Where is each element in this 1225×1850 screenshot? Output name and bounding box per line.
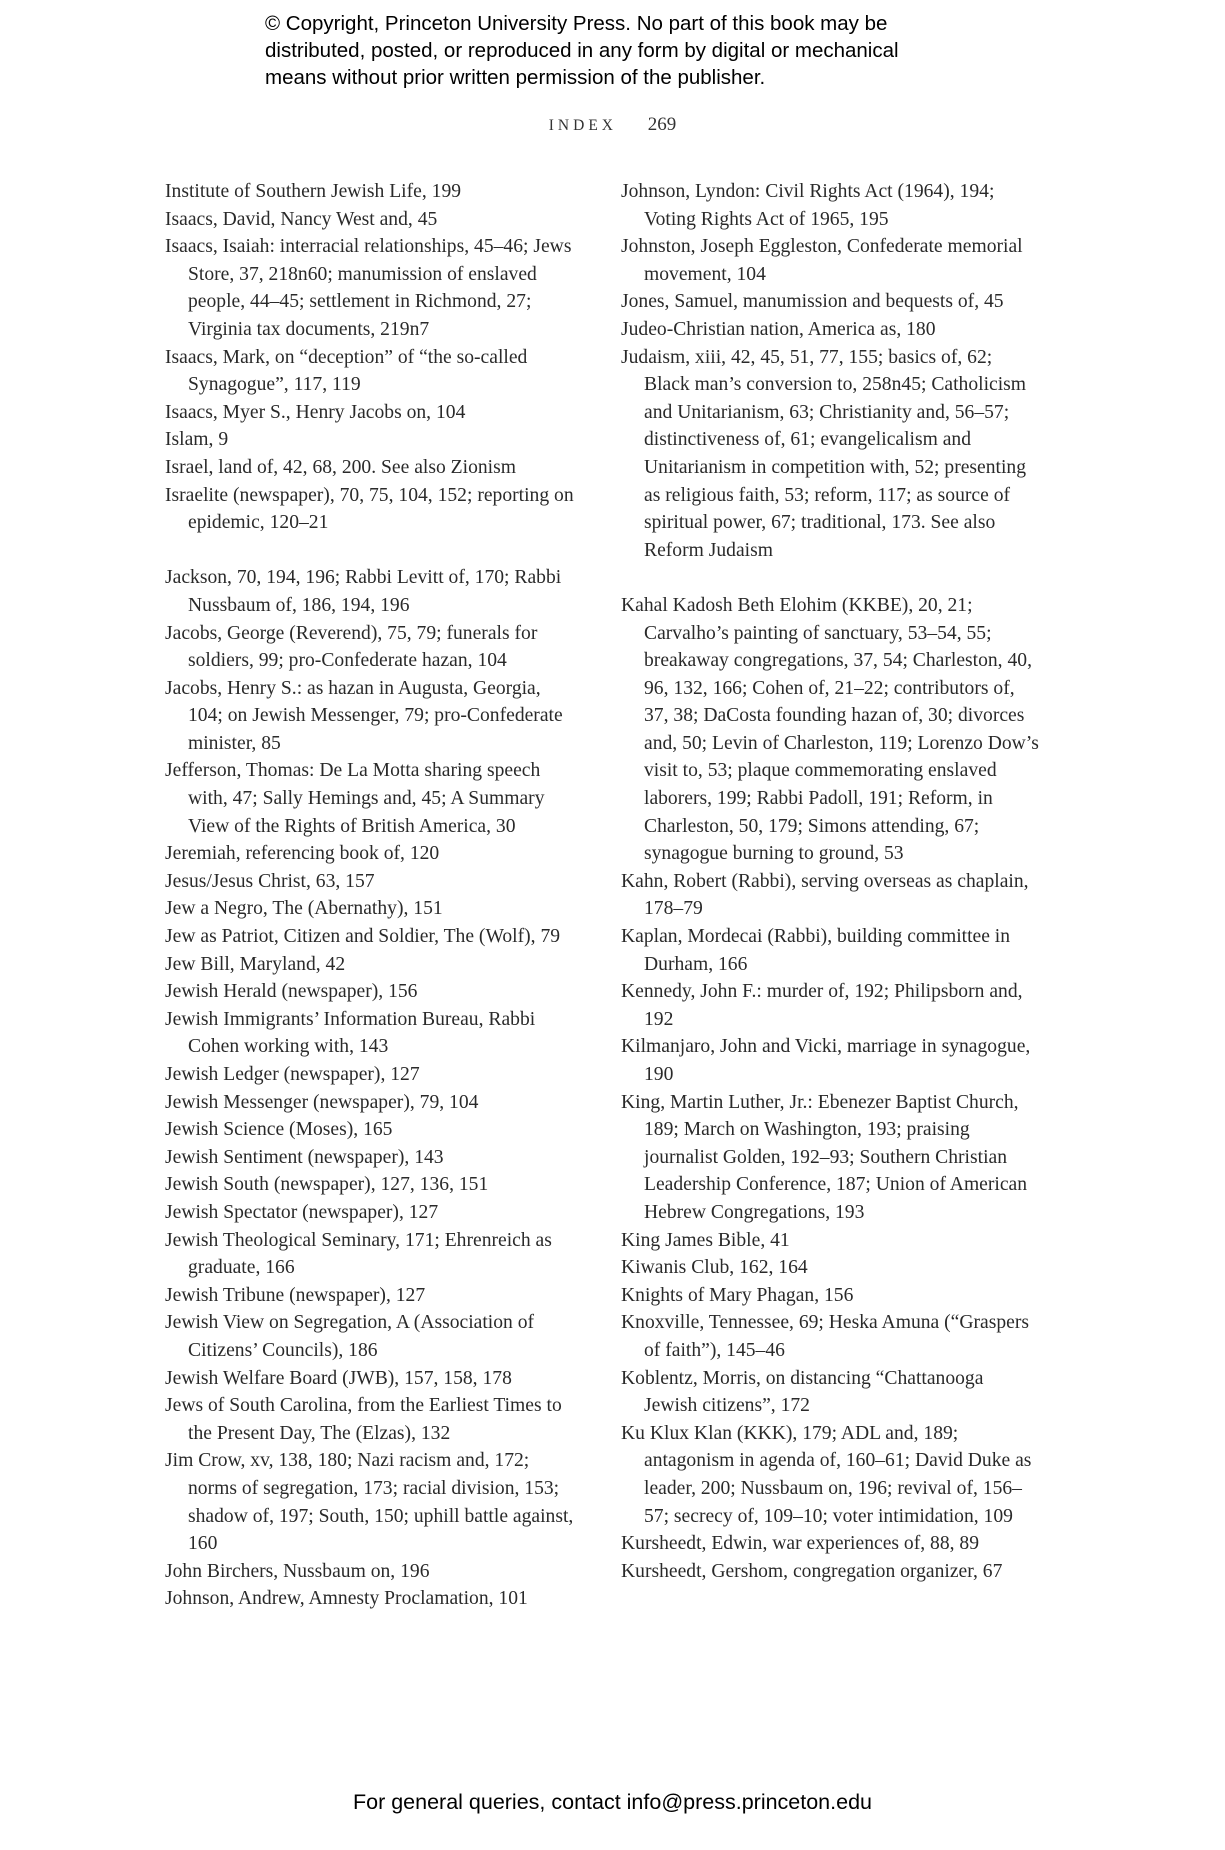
index-column-left	[165, 178, 580, 1613]
index-entry: Isaacs, Mark, on “deception” of “the so-called Synagogue”, 117, 119	[165, 346, 528, 396]
index-entry: Jackson, 70, 194, 196; Rabbi Levitt of, 170; Rabbi Nussbaum of, 186, 194, 196	[165, 567, 562, 616]
index-entry: Kursheedt, Gershom, congregation organizer, 67	[621, 1560, 1003, 1582]
copyright-line: distributed, posted, or reproduced in any form by digital or mechanical	[265, 39, 899, 62]
index-entry: Kennedy, John F.: murder of, 192; Philipsborn and, 192	[621, 981, 1023, 1030]
index-entry: Johnston, Joseph Eggleston, Confederate memorial movement, 104	[621, 236, 1023, 285]
index-entry: Isaacs, Isaiah: interracial relationships, 45–46; Jews Store, 37, 218n60; manumission of enslaved people, 44–45; settlement in Richmond, 27; Virginia tax documents, 219n7	[165, 236, 572, 340]
copyright-notice	[265, 10, 1025, 91]
index-entry: Jewish Welfare Board (JWB), 157, 158, 178	[165, 1367, 512, 1389]
letter-section-gap	[165, 537, 580, 565]
index-entry: Koblentz, Morris, on distancing “Chattanooga Jewish citizens”, 172	[621, 1367, 984, 1417]
index-entry: Israelite (newspaper), 70, 75, 104, 152; reporting on epidemic, 120–21	[165, 484, 574, 534]
page-number: 269	[647, 114, 677, 135]
index-entry: Johnson, Andrew, Amnesty Proclamation, 101	[165, 1588, 528, 1610]
index-entry: Jewish Ledger (newspaper), 127	[165, 1064, 420, 1085]
index-entry: Jewish South (newspaper), 127, 136, 151	[165, 1174, 489, 1196]
index-entry: Jeremiah, referencing book of, 120	[165, 843, 440, 865]
index-entry: Israel, land of, 42, 68, 200. See also Zionism	[165, 456, 516, 478]
index-entry: Institute of Southern Jewish Life, 199	[165, 181, 462, 202]
index-entry: Jewish Messenger (newspaper), 79, 104	[165, 1091, 479, 1113]
index-entry: Jew Bill, Maryland, 42	[165, 953, 346, 975]
index-entry: Johnson, Lyndon: Civil Rights Act (1964), 194; Voting Rights Act of 1965, 195	[621, 181, 995, 230]
index-entry: Judeo-Christian nation, America as, 180	[621, 318, 936, 340]
index-entry: Isaacs, David, Nancy West and, 45	[165, 208, 438, 230]
index-entry: Jewish Sentiment (newspaper), 143	[165, 1146, 444, 1168]
index-entry: Jacobs, George (Reverend), 75, 79; funerals for soldiers, 99; pro-Confederate hazan, 104	[165, 622, 538, 672]
running-head-label: INDEX	[548, 117, 617, 134]
index-entry: Jesus/Jesus Christ, 63, 157	[165, 870, 375, 892]
index-entry: Jones, Samuel, manumission and bequests of, 45	[621, 291, 1004, 313]
index-entry: Islam, 9	[165, 429, 229, 451]
copyright-line: © Copyright, Princeton University Press. No part of this book may be	[265, 12, 888, 35]
index-entry: Jewish Science (Moses), 165	[165, 1119, 393, 1141]
index-entry: Kilmanjaro, John and Vicki, marriage in synagogue, 190	[621, 1036, 1031, 1085]
index-entry: Jewish Tribune (newspaper), 127	[165, 1284, 426, 1306]
index-entry: John Birchers, Nussbaum on, 196	[165, 1560, 430, 1582]
index-entry: Knoxville, Tennessee, 69; Heska Amuna (“Graspers of faith”), 145–46	[621, 1312, 1029, 1361]
index-entry: King James Bible, 41	[621, 1229, 790, 1251]
index-entry: Judaism, xiii, 42, 45, 51, 77, 155; basics of, 62; Black man’s conversion to, 258n45; Catholicism and Unitarianism, 63; Christianity and, 56–57; distinctiveness of, 61; evangelicalism and Unitarianism in competition with, 52; presenting as religious faith, 53; reform, 117; as source of spiritual power, 67; traditional, 173. See also Reform Judaism	[621, 346, 1027, 561]
index-entry: Jewish Herald (newspaper), 156	[165, 981, 418, 1003]
index-entry: Jewish Spectator (newspaper), 127	[165, 1201, 439, 1223]
index-column-right	[621, 178, 1041, 1585]
footer-contact: For general queries, contact info@press.princeton.edu	[352, 1790, 872, 1814]
index-entry: Ku Klux Klan (KKK), 179; ADL and, 189; antagonism in agenda of, 160–61; David Duke as leader, 200; Nussbaum on, 196; revival of, 156–57; secrecy of, 109–10; voter intimidation, 109	[621, 1422, 1032, 1527]
index-entry: Jew a Negro, The (Abernathy), 151	[165, 898, 443, 920]
index-entry: Jewish Theological Seminary, 171; Ehrenreich as graduate, 166	[165, 1229, 552, 1279]
index-entry: Jewish Immigrants’ Information Bureau, Rabbi Cohen working with, 143	[165, 1008, 536, 1058]
index-entry: Kursheedt, Edwin, war experiences of, 88, 89	[621, 1533, 980, 1555]
index-entry: Kahn, Robert (Rabbi), serving overseas as chaplain, 178–79	[621, 870, 1029, 920]
index-entry: Kahal Kadosh Beth Elohim (KKBE), 20, 21; Carvalho’s painting of sanctuary, 53–54, 55; breakaway congregations, 37, 54; Charleston, 40, 96, 132, 166; Cohen of, 21–22; contributors of, 37, 38; DaCosta founding hazan of, 30; divorces and, 50; Levin of Charleston, 119; Lorenzo Dow’s visit to, 53; plaque commemorating enslaved laborers, 199; Rabbi Padoll, 191; Reform, in Charleston, 50, 179; Simons attending, 67; synagogue burning to ground, 53	[621, 594, 1039, 865]
index-entry: Kiwanis Club, 162, 164	[621, 1257, 808, 1279]
running-head	[0, 114, 1225, 136]
index-entry: Isaacs, Myer S., Henry Jacobs on, 104	[165, 401, 466, 423]
index-entry: Jewish View on Segregation, A (Association of Citizens’ Councils), 186	[165, 1312, 535, 1361]
index-entry: Jacobs, Henry S.: as hazan in Augusta, Georgia, 104; on Jewish Messenger, 79; pro-Confederate minister, 85	[165, 677, 563, 754]
letter-section-gap	[621, 564, 1041, 592]
index-entry: King, Martin Luther, Jr.: Ebenezer Baptist Church, 189; March on Washington, 193; praising journalist Golden, 192–93; Southern Christian Leadership Conference, 187; Union of American Hebrew Congregations, 193	[621, 1091, 1028, 1223]
copyright-line: means without prior written permission of the publisher.	[265, 66, 766, 89]
index-entry: Jefferson, Thomas: De La Motta sharing speech with, 47; Sally Hemings and, 45; A Summary View of the Rights of British America, 30	[165, 760, 545, 837]
index-entry: Knights of Mary Phagan, 156	[621, 1284, 854, 1306]
index-entry: Jew as Patriot, Citizen and Soldier, The (Wolf), 79	[165, 926, 561, 948]
index-entry: Kaplan, Mordecai (Rabbi), building committee in Durham, 166	[621, 926, 1011, 975]
index-entry: Jim Crow, xv, 138, 180; Nazi racism and, 172; norms of segregation, 173; racial division, 153; shadow of, 197; South, 150; uphill battle against, 160	[165, 1450, 574, 1555]
index-entry: Jews of South Carolina, from the Earliest Times to the Present Day, The (Elzas), 132	[165, 1395, 562, 1444]
